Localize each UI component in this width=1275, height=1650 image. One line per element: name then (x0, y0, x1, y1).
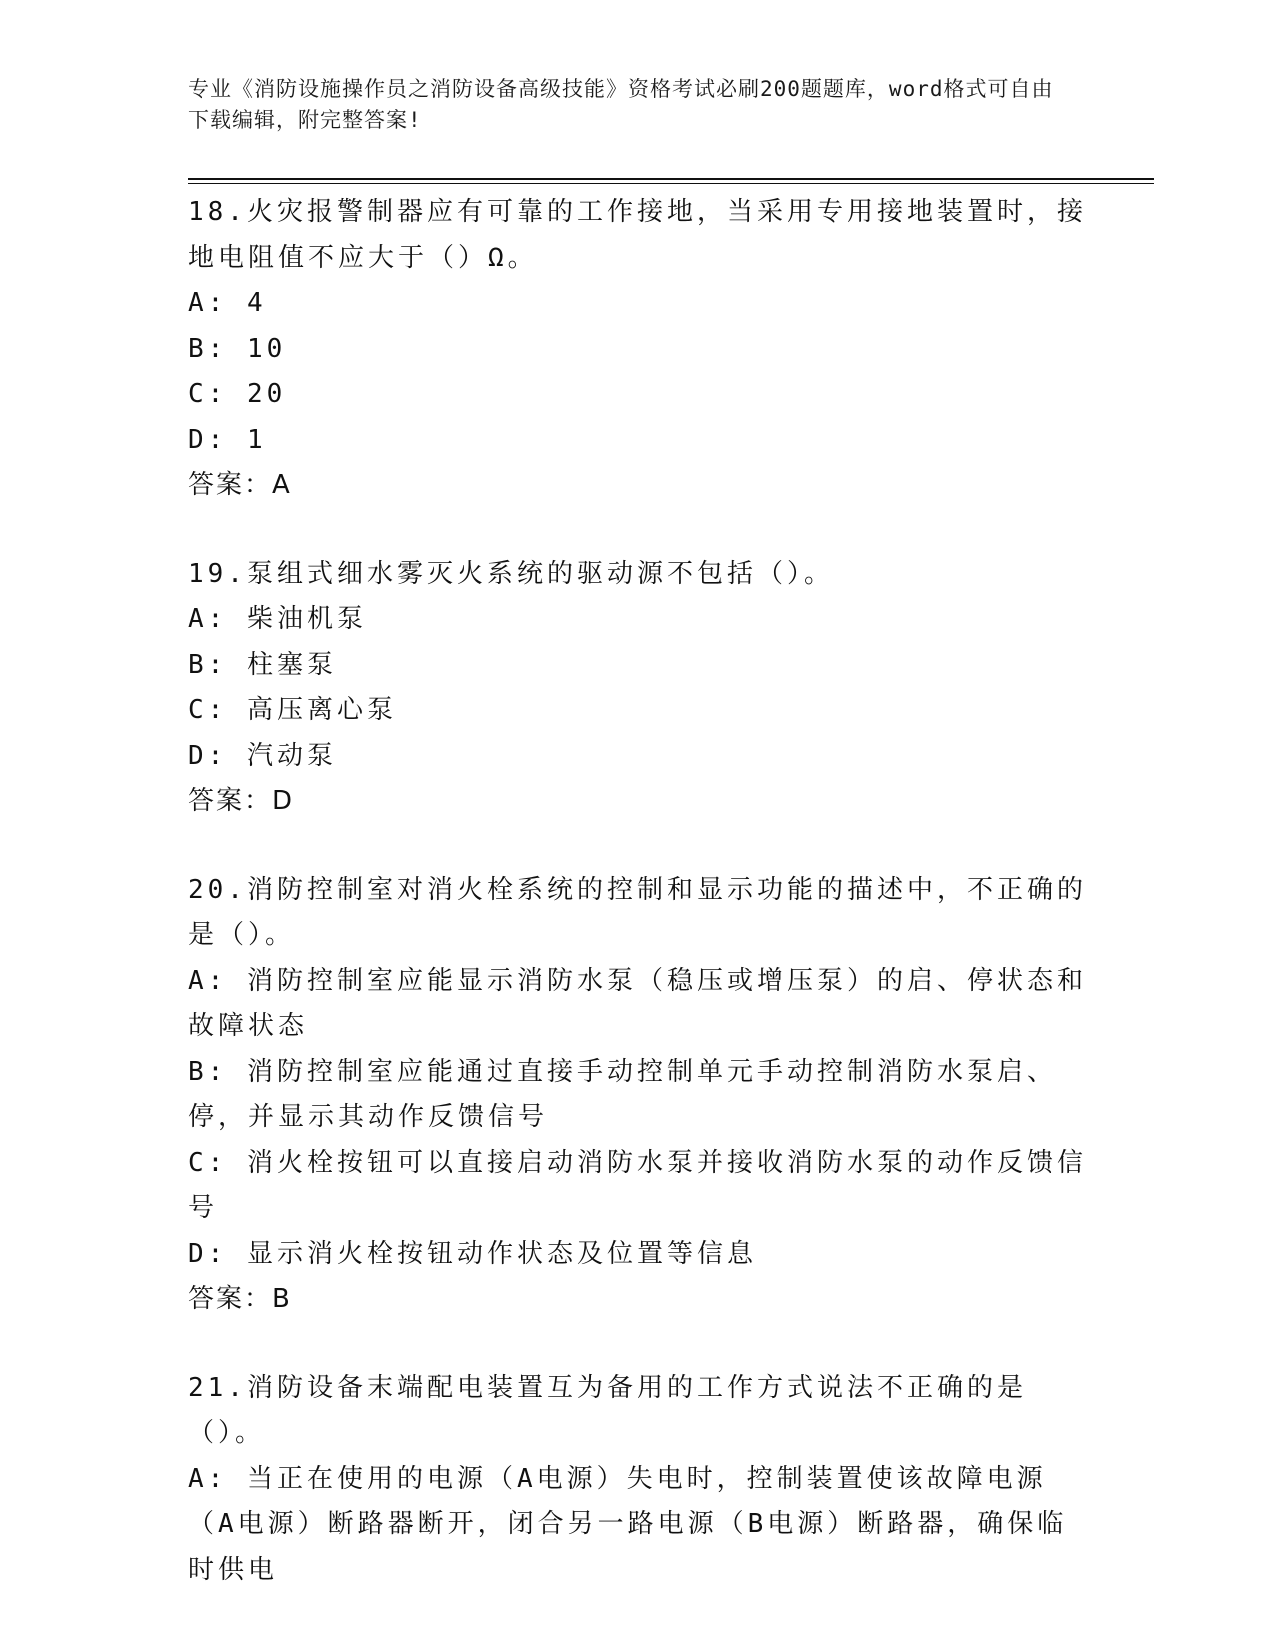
question-21 (188, 1366, 1088, 1594)
option-b: B: 柱塞泵 (188, 649, 337, 680)
option-a: A: 4 (188, 288, 267, 318)
option-d: D: 1 (188, 424, 267, 455)
answer-value: A (272, 470, 291, 500)
option-a: A: 柴油机泵 (188, 604, 367, 634)
option-c: C: 消火栓按钮可以直接启动消防水泵并接收消防水泵的动作反馈信号 (188, 1147, 1087, 1223)
answer-line (188, 1277, 1088, 1323)
option-b: B: 10 (188, 333, 287, 364)
answer-line (188, 779, 1088, 825)
answer-line (188, 463, 1088, 509)
option-d: D: 显示消火栓按钮动作状态及位置等信息 (188, 1238, 757, 1269)
option-a: A: 当正在使用的电源（A电源）失电时，控制装置使该故障电源（A电源）断路器断开，闭合另一路电源（B电源）断路器，确保临时供电 (188, 1463, 1068, 1585)
question-stem: 20.消防控制室对消火栓系统的控制和显示功能的描述中，不正确的是（）。 (188, 874, 1087, 950)
option-a: A: 消防控制室应能显示消防水泵（稳压或增压泵）的启、停状态和故障状态 (188, 965, 1087, 1041)
answer-label: 答案： (188, 786, 273, 816)
question-stem: 21.消防设备末端配电装置互为备用的工作方式说法不正确的是（）。 (188, 1372, 1027, 1448)
answer-label: 答案： (188, 470, 273, 500)
question-stem: 19.泵组式细水雾灭火系统的驱动源不包括（）。 (188, 558, 834, 589)
header-divider-thick (188, 178, 1154, 180)
question-19 (188, 552, 1088, 825)
question-list (188, 190, 1088, 1593)
page-header: 专业《消防设施操作员之消防设备高级技能》资格考试必刷200题题库，word格式可自由下载编辑，附完整答案! (188, 77, 1054, 132)
answer-label: 答案： (188, 1284, 273, 1314)
question-20 (188, 868, 1088, 1323)
option-c: C: 20 (188, 379, 287, 409)
header-divider-thin (188, 183, 1154, 184)
question-stem: 18.火灾报警制器应有可靠的工作接地，当采用专用接地装置时，接地电阻值不应大于（）Ω。 (188, 197, 1087, 273)
option-d: D: 汽动泵 (188, 740, 337, 771)
option-b: B: 消防控制室应能通过直接手动控制单元手动控制消防水泵启、停，并显示其动作反馈信号 (188, 1056, 1057, 1132)
question-18 (188, 190, 1088, 509)
answer-value: B (272, 1284, 291, 1314)
answer-value: D (272, 786, 294, 816)
option-c: C: 高压离心泵 (188, 695, 397, 725)
